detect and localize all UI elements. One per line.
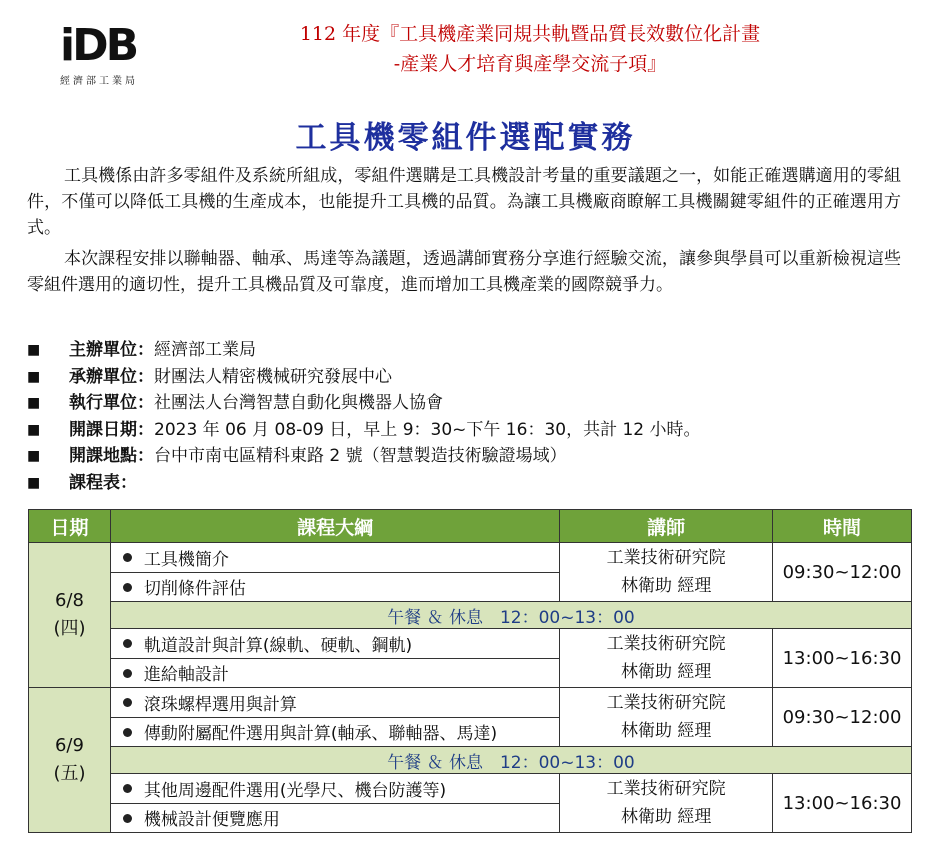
date-text: 6/8 [54, 590, 84, 611]
time-cell: 09:30~12:00 [773, 688, 912, 747]
topic-text: 軌道設計與計算(線軌、硬軌、鋼軌) [143, 635, 413, 656]
lecturer-cell [560, 688, 773, 747]
date-cell [29, 543, 111, 688]
info-label: 開課地點： [69, 446, 154, 466]
course-info-list [27, 337, 907, 496]
lecturer-org: 工業技術研究院 [606, 634, 726, 654]
info-label: 承辦單位： [69, 366, 154, 387]
table-row [29, 688, 912, 718]
topic-cell [110, 774, 559, 804]
topic-cell [110, 688, 559, 718]
square-bullet-icon: ■ [27, 395, 41, 411]
lunch-cell: 午餐 ＆ 休息 12：00~13：00 [110, 602, 911, 629]
lecturer-org: 工業技術研究院 [606, 693, 726, 713]
header-lecturer: 講師 [560, 510, 773, 543]
table-row [29, 543, 912, 573]
schedule-table [28, 509, 912, 833]
info-label: 執行單位： [69, 393, 154, 413]
table-row [29, 629, 912, 659]
info-label: 開課日期： [69, 419, 154, 440]
lecturer-org: 工業技術研究院 [606, 779, 726, 799]
time-cell: 13:00~16:30 [773, 629, 912, 688]
topic-text: 其他周邊配件選用(光學尺、機台防護等) [143, 780, 447, 801]
logo-subtitle: 經濟部工業局 [60, 76, 138, 87]
bullet-dot-icon [123, 814, 132, 823]
lecturer-name: 林衛助 經理 [620, 662, 712, 682]
lecturer-cell [560, 774, 773, 833]
square-bullet-icon: ■ [27, 474, 41, 491]
lecturer-cell [560, 543, 773, 602]
topic-text: 機械設計便覽應用 [143, 810, 280, 831]
lunch-row [29, 747, 912, 774]
topic-text: 滾珠螺桿選用與計算 [143, 694, 297, 715]
bullet-dot-icon [123, 669, 132, 678]
lecturer-name: 林衛助 經理 [620, 807, 712, 827]
info-value: 經濟部工業局 [154, 340, 256, 360]
bullet-dot-icon [123, 553, 132, 562]
topic-text: 切削條件評估 [143, 579, 246, 600]
bullet-dot-icon [123, 639, 132, 648]
info-contractor [27, 364, 907, 391]
lunch-cell: 午餐 ＆ 休息 12：00~13：00 [110, 747, 911, 774]
info-label: 課程表： [69, 472, 137, 493]
info-date [27, 417, 907, 444]
weekday-text: (五) [53, 763, 86, 784]
info-value: 財團法人精密機械研究發展中心 [154, 366, 392, 387]
program-title-line2: -產業人才培育與產學交流子項』 [393, 53, 667, 75]
square-bullet-icon: ■ [27, 448, 41, 464]
idb-logo [60, 20, 160, 87]
topic-cell [110, 658, 559, 688]
header-outline: 課程大綱 [110, 510, 559, 543]
bullet-dot-icon [123, 784, 132, 793]
date-text: 6/9 [54, 735, 84, 756]
bullet-dot-icon [123, 698, 132, 707]
topic-cell [110, 572, 559, 602]
topic-cell [110, 717, 559, 747]
header-date: 日期 [29, 510, 111, 543]
square-bullet-icon: ■ [27, 368, 41, 385]
topic-text: 進給軸設計 [143, 665, 229, 686]
table-header-row [29, 510, 912, 543]
lecturer-name: 林衛助 經理 [620, 721, 712, 741]
weekday-text: (四) [53, 618, 86, 639]
square-bullet-icon: ■ [27, 342, 41, 358]
lecturer-name: 林衛助 經理 [620, 576, 712, 596]
info-value: 社團法人台灣智慧自動化與機器人協會 [154, 393, 443, 413]
topic-cell [110, 543, 559, 573]
info-executor [27, 390, 907, 417]
lecturer-org: 工業技術研究院 [606, 548, 726, 568]
header-time: 時間 [773, 510, 912, 543]
info-location [27, 443, 907, 470]
topic-text: 傳動附屬配件選用與計算(軸承、聯軸器、馬達) [143, 724, 498, 745]
lecturer-cell [560, 629, 773, 688]
date-cell [29, 688, 111, 833]
course-title: 工具機零組件選配實務 [295, 120, 636, 156]
bullet-dot-icon [123, 728, 132, 737]
info-label: 主辦單位： [69, 340, 154, 360]
intro-paragraph-1: 工具機係由許多零組件及系統所組成，零組件選購是工具機設計考量的重要議題之一，如能正確選購適用的零組件，不僅可以降低工具機的生產成本，也能提升工具機的品質。為讓工具機廠商瞭解工具機關鍵零組件的正確選用方式。 [27, 166, 901, 238]
square-bullet-icon: ■ [27, 421, 41, 438]
lunch-row [29, 602, 912, 629]
program-title-line1: 112 年度『工具機產業同規共軌暨品質長效數位化計畫 [299, 23, 761, 45]
topic-cell [110, 803, 559, 833]
logo-text: iDB [60, 20, 137, 71]
time-cell: 13:00~16:30 [773, 774, 912, 833]
table-row [29, 774, 912, 804]
info-value: 台中市南屯區精科東路 2 號（智慧製造技術驗證場域） [154, 446, 567, 466]
logo-mark [60, 20, 160, 71]
topic-cell [110, 629, 559, 659]
topic-text: 工具機簡介 [143, 549, 229, 570]
intro-paragraph-2: 本次課程安排以聯軸器、軸承、馬達等為議題，透過講師實務分享進行經驗交流，讓參與學員可以重新檢視這些零組件選用的適切性，提升工具機品質及可靠度，進而增加工具機產業的國際競爭力。 [27, 249, 901, 295]
info-organizer [27, 337, 907, 364]
time-cell: 09:30~12:00 [773, 543, 912, 602]
info-value: 2023 年 06 月 08-09 日，早上 9：30~下午 16：30，共計 12 小時。 [154, 419, 701, 440]
info-schedule [27, 470, 907, 497]
bullet-dot-icon [123, 583, 132, 592]
